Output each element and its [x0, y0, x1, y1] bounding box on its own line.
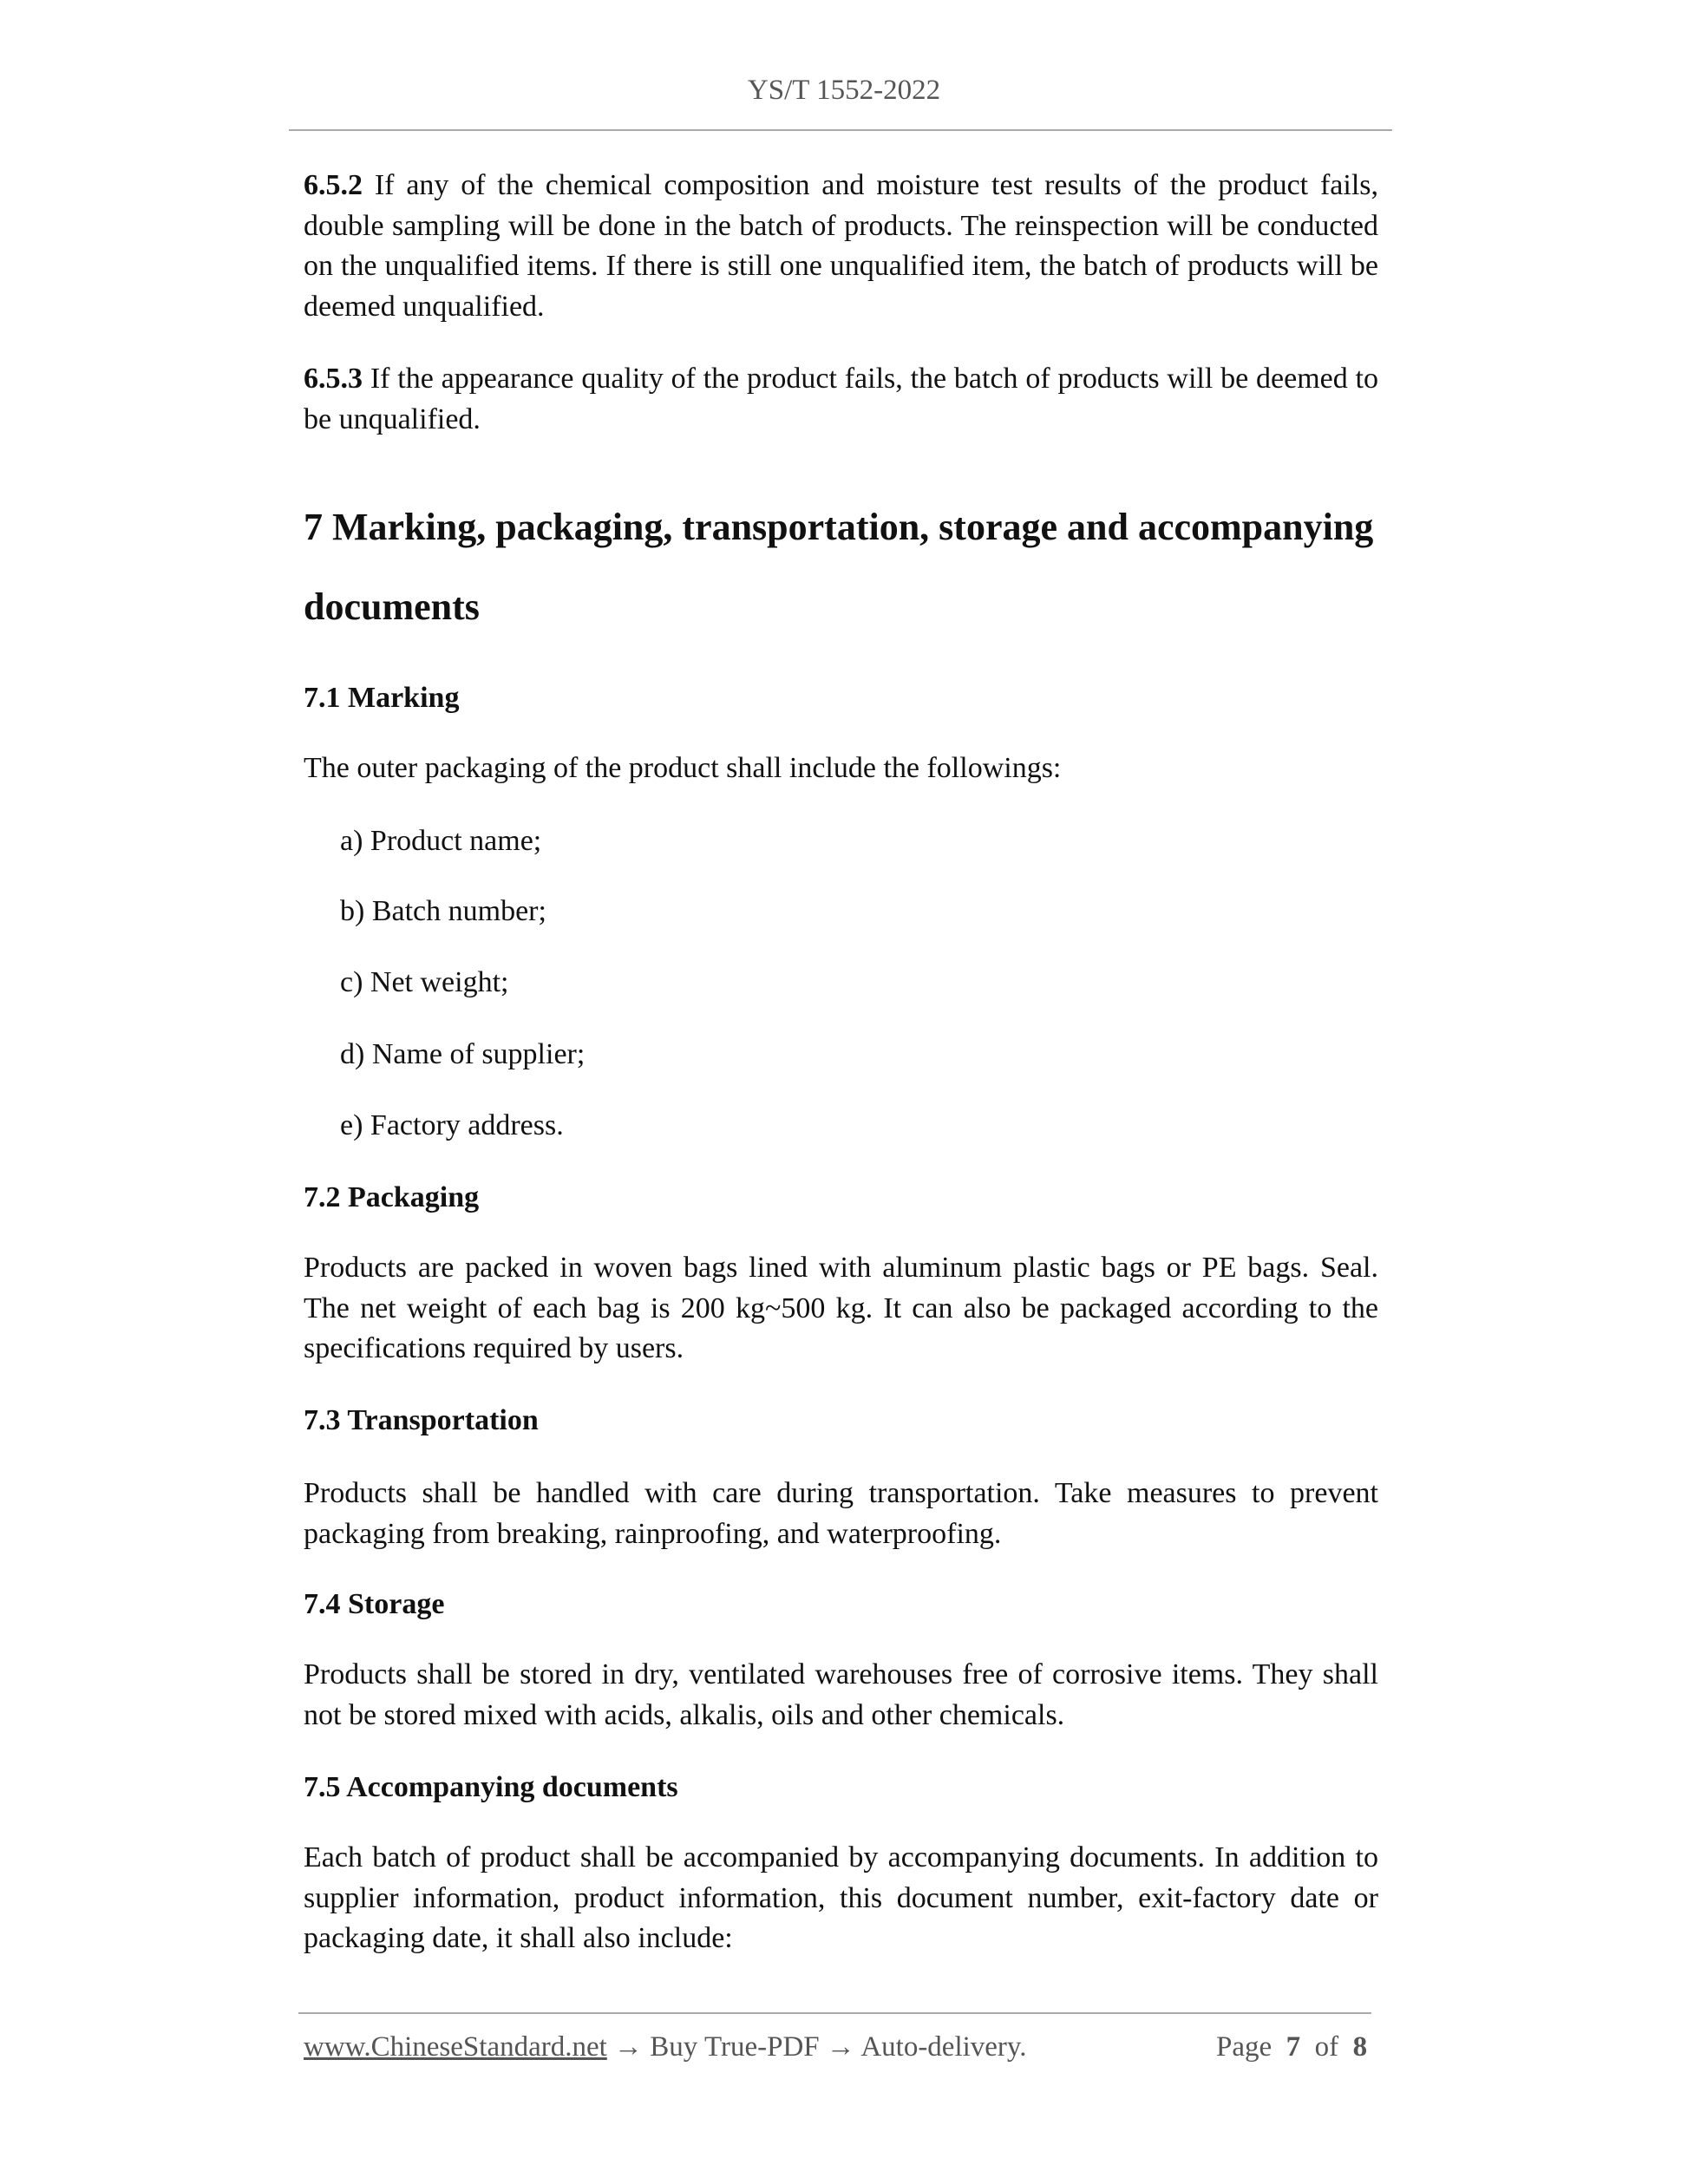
footer-divider [298, 2012, 1371, 2014]
para-7-2: Products are packed in woven bags lined with aluminum plastic bags or PE bags. Seal. The net weight of each bag is 200 kg~500 kg. It can also be packaged according to the specifications required by users. [304, 1252, 1378, 1364]
clause-number: 6.5.2 [304, 169, 363, 201]
header-divider [289, 129, 1392, 131]
page-label: Page [1216, 2031, 1273, 2063]
website-link[interactable]: www.ChineseStandard.net [304, 2031, 607, 2063]
section-7-heading: 7 Marking, packaging, transportation, storage and accompanying documents [304, 506, 1374, 628]
arrow-right-icon: → [614, 2031, 644, 2063]
heading-7-5: 7.5 Accompanying documents [304, 1771, 678, 1803]
auto-delivery-text: Auto-delivery. [860, 2031, 1027, 2063]
heading-7-1: 7.1 Marking [304, 682, 460, 714]
header-doc-id: YS/T 1552-2022 [747, 75, 941, 106]
list-item: a) Product name; [340, 825, 542, 857]
heading-7-2: 7.2 Packaging [304, 1181, 480, 1213]
list-item: e) Factory address. [340, 1109, 564, 1141]
clause-text: If any of the chemical composition and moisture test results of the product fails, double sampling will be done in the batch of products. The reinspection will be conducted on the unqualified items. If there is still one unqualified item, the batch of products will be deemed unqualified. [304, 169, 1379, 323]
footer-promo [304, 2031, 1027, 2063]
of-label: of [1314, 2031, 1339, 2063]
list-item: b) Batch number; [340, 895, 546, 927]
list-item: c) Net weight; [340, 966, 509, 998]
para-7-5: Each batch of product shall be accompanied by accompanying documents. In addition to supplier information, product information, this document number, exit-factory date or packaging date, it shall also include: [304, 1841, 1378, 1954]
clause-6-5-3 [304, 359, 1378, 440]
clause-number: 6.5.3 [304, 363, 363, 395]
arrow-right-icon: → [826, 2031, 855, 2063]
heading-7-4: 7.4 Storage [304, 1588, 445, 1620]
para-7-4: Products shall be stored in dry, ventilated warehouses free of corrosive items. They shall not be stored mixed with acids, alkalis, oils and other chemicals. [304, 1658, 1378, 1731]
clause-text: If the appearance quality of the product fails, the batch of products will be deemed to be unqualified. [304, 363, 1379, 435]
page-number: 7 [1286, 2031, 1301, 2063]
page-indicator [1216, 2031, 1367, 2063]
clause-6-5-2 [304, 166, 1378, 327]
para-7-3: Products shall be handled with care during transportation. Take measures to prevent packaging from breaking, rainproofing, and waterproofing. [304, 1477, 1378, 1550]
list-item: d) Name of supplier; [340, 1038, 586, 1070]
heading-7-3: 7.3 Transportation [304, 1404, 539, 1436]
para-7-1: The outer packaging of the product shall include the followings: [304, 752, 1062, 784]
buy-text: Buy True-PDF [650, 2031, 820, 2063]
page-total: 8 [1352, 2031, 1368, 2063]
